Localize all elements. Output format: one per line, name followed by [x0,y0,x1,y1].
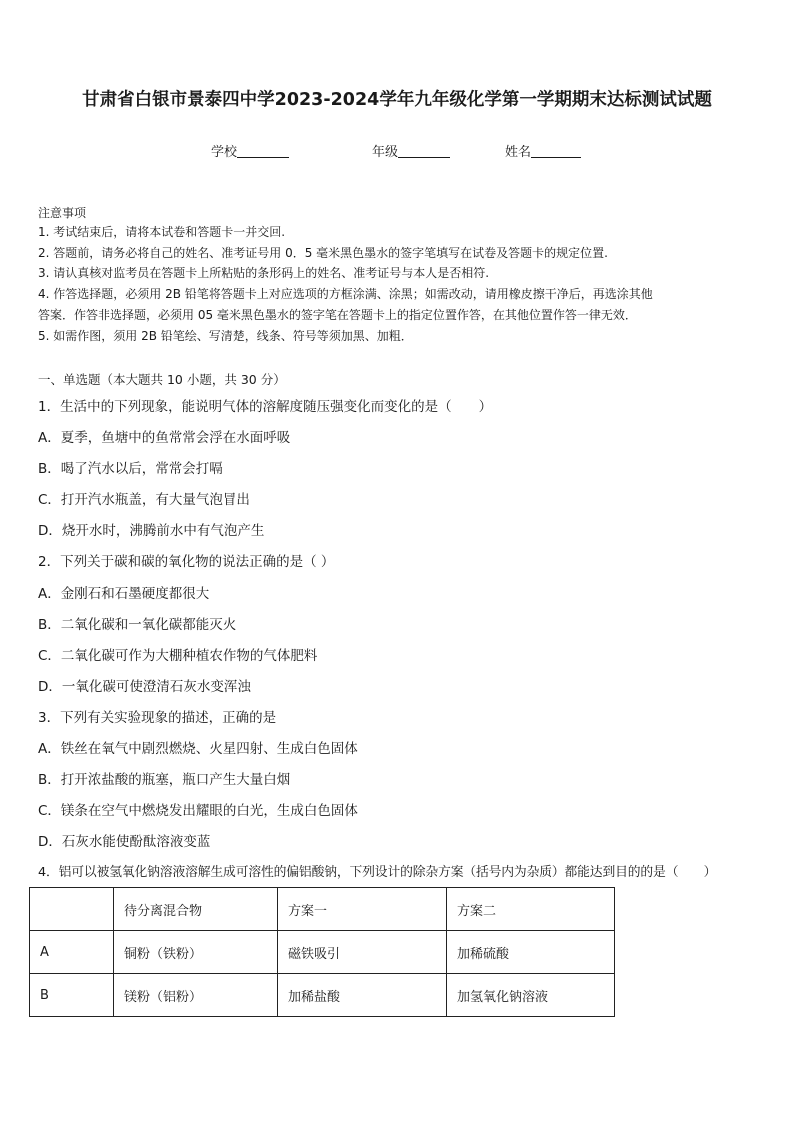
notice-item: 5. 如需作图，须用 2B 铅笔绘、写清楚，线条、符号等须加黑、加粗． [38,329,413,343]
school-field[interactable] [211,141,289,160]
table-cell: A [30,931,114,974]
answer-option[interactable]: B．打开浓盐酸的瓶塞，瓶口产生大量白烟 [38,772,291,788]
table-cell: 磁铁吸引 [278,931,447,974]
answer-option[interactable]: C．打开汽水瓶盖，有大量气泡冒出 [38,492,250,508]
answer-option[interactable]: D．石灰水能使酚酞溶液变蓝 [38,834,211,850]
notice-heading: 注意事项 [38,206,87,220]
table-cell: 铜粉（铁粉） [114,931,278,974]
table-row [30,974,615,1017]
notice-item: 4. 作答选择题，必须用 2B 铅笔将答题卡上对应选项的方框涂满、涂黑；如需改动，请用橡皮擦干净后，再选涂其他 [38,287,653,301]
question-stem: 4．铝可以被氢氧化钠溶液溶解生成可溶性的偏铝酸钠，下列设计的除杂方案（括号内为杂质）都能达到目的的是（ ） [38,865,717,880]
name-label: 姓名 [505,145,532,160]
grade-field[interactable] [372,141,450,160]
table-header-cell: 方案二 [447,888,615,931]
answer-option[interactable]: C．镁条在空气中燃烧发出耀眼的白光，生成白色固体 [38,803,358,819]
table-header-cell [30,888,114,931]
answer-option[interactable]: B．喝了汽水以后，常常会打嗝 [38,461,223,477]
page-title: 甘肃省白银市景泰四中学2023-2024学年九年级化学第一学期期末达标测试试题 [82,90,712,110]
question-stem: 3．下列有关实验现象的描述，正确的是 [38,710,277,726]
name-blank[interactable] [531,143,581,158]
table-cell: 加氢氧化钠溶液 [447,974,615,1017]
notice-item: 1. 考试结束后，请将本试卷和答题卡一并交回. [38,225,286,239]
grade-label: 年级 [372,145,399,160]
answer-option[interactable]: A．金刚石和石墨硬度都很大 [38,586,210,602]
table-cell: 加稀盐酸 [278,974,447,1017]
table-row [30,931,615,974]
table-header-row [30,888,615,931]
notice-item: 3. 请认真核对监考员在答题卡上所粘贴的条形码上的姓名、准考证号与本人是否相符. [38,266,490,280]
school-label: 学校 [211,145,238,160]
answer-option[interactable]: D．一氧化碳可使澄清石灰水变浑浊 [38,679,251,695]
notice-item: 2. 答题前，请务必将自己的姓名、准考证号用 0．5 毫米黑色墨水的签字笔填写在试卷及答题卡的规定位置. [38,246,608,260]
school-blank[interactable] [237,143,289,158]
scheme-table [29,887,615,1017]
answer-option[interactable]: C．二氧化碳可作为大棚种植农作物的气体肥料 [38,648,318,664]
answer-option[interactable]: A．铁丝在氧气中剧烈燃烧、火星四射、生成白色固体 [38,741,358,757]
section-heading: 一、单选题（本大题共 10 小题，共 30 分） [38,372,286,387]
grade-blank[interactable] [398,143,450,158]
question-stem: 2．下列关于碳和碳的氧化物的说法正确的是（ ） [38,554,335,570]
table-header-cell: 方案一 [278,888,447,931]
table-header-cell: 待分离混合物 [114,888,278,931]
answer-option[interactable]: D．烧开水时，沸腾前水中有气泡产生 [38,523,265,539]
table-cell: 镁粉（铝粉） [114,974,278,1017]
table-cell: 加稀硫酸 [447,931,615,974]
notice-item: 答案．作答非选择题，必须用 05 毫米黑色墨水的签字笔在答题卡上的指定位置作答，在其他位置作答一律无效． [38,308,637,322]
question-stem: 1．生活中的下列现象，能说明气体的溶解度随压强变化而变化的是（ ） [38,399,493,415]
table-cell: B [30,974,114,1017]
answer-option[interactable]: B．二氧化碳和一氧化碳都能灭火 [38,617,237,633]
answer-option[interactable]: A．夏季，鱼塘中的鱼常常会浮在水面呼吸 [38,430,291,446]
name-field[interactable] [505,141,581,160]
